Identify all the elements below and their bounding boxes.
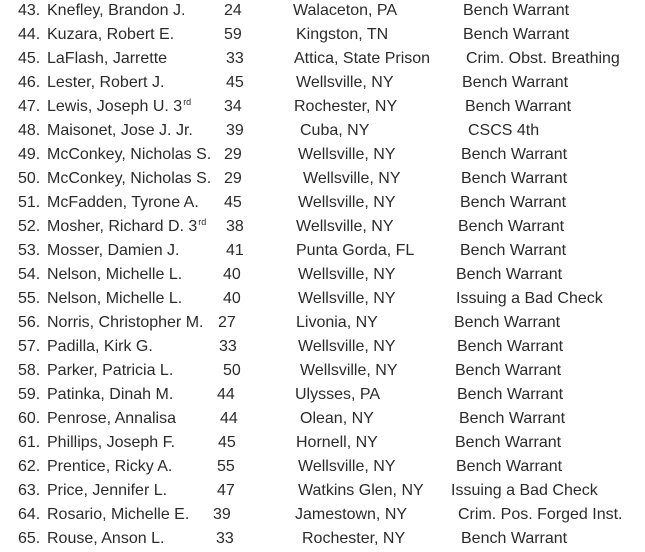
record-age: 40 [223, 266, 241, 283]
record-name [47, 72, 164, 94]
record-charge: Bench Warrant [455, 362, 562, 379]
record-charge: Bench Warrant [461, 170, 568, 187]
record-name [47, 384, 173, 406]
record-name-text: Kuzara, Robert E. [47, 26, 175, 43]
record-location: Wellsville, NY [298, 458, 396, 475]
record-charge: CSCS 4th [468, 122, 540, 139]
record-age: 38 [226, 218, 244, 235]
record-number: 49. [18, 146, 41, 163]
record-name-text: Penrose, Annalisa [47, 410, 176, 427]
record-number: 47. [18, 98, 41, 115]
record-name [47, 360, 173, 382]
record-number: 43. [18, 2, 41, 19]
record-charge: Bench Warrant [459, 410, 566, 427]
record-number: 64. [18, 506, 41, 523]
record-name [47, 336, 153, 358]
record-location: Olean, NY [300, 410, 374, 427]
record-location: Livonia, NY [296, 314, 378, 331]
record-row [0, 24, 645, 48]
record-age: 55 [217, 458, 235, 475]
record-location: Wellsville, NY [298, 194, 396, 211]
record-charge: Bench Warrant [460, 194, 567, 211]
record-number: 55. [18, 290, 41, 307]
record-number: 63. [18, 482, 41, 499]
record-number: 51. [18, 194, 41, 211]
record-age: 50 [223, 362, 241, 379]
record-name [47, 264, 182, 286]
record-location: Wellsville, NY [298, 146, 396, 163]
record-location: Wellsville, NY [298, 338, 396, 355]
record-name [47, 240, 179, 262]
record-name-text: LaFlash, Jarrette [47, 50, 168, 67]
record-row [0, 240, 645, 264]
record-charge: Bench Warrant [454, 314, 561, 331]
record-number: 61. [18, 434, 41, 451]
record-age: 45 [226, 74, 244, 91]
record-name [47, 168, 211, 190]
record-charge: Crim. Pos. Forged Inst. [458, 506, 623, 523]
record-row [0, 96, 645, 120]
record-name-text: Prentice, Ricky A. [47, 458, 173, 475]
record-row [0, 288, 645, 312]
record-name-text: Padilla, Kirk G. [47, 338, 153, 355]
record-number: 46. [18, 74, 41, 91]
record-location: Wellsville, NY [296, 218, 394, 235]
record-number: 53. [18, 242, 41, 259]
record-location: Wellsville, NY [298, 290, 396, 307]
record-number: 60. [18, 410, 41, 427]
record-name [47, 48, 167, 70]
record-name-text: Lewis, Joseph U. 3 [47, 98, 183, 115]
record-row [0, 120, 645, 144]
record-number: 52. [18, 218, 41, 235]
record-location: Rochester, NY [302, 530, 406, 547]
record-name-text: Maisonet, Jose J. Jr. [47, 122, 193, 139]
record-number: 62. [18, 458, 41, 475]
record-charge: Bench Warrant [460, 242, 567, 259]
record-age: 39 [213, 506, 231, 523]
record-row [0, 528, 645, 552]
record-name-text: Phillips, Joseph F. [47, 434, 176, 451]
record-location: Rochester, NY [294, 98, 398, 115]
record-number: 45. [18, 50, 41, 67]
record-row [0, 432, 645, 456]
record-name-text: Lester, Robert J. [47, 74, 165, 91]
record-location: Wellsville, NY [300, 362, 398, 379]
record-row [0, 480, 645, 504]
record-name [47, 528, 164, 550]
record-location: Attica, State Prison [294, 50, 431, 67]
record-location: Watkins Glen, NY [298, 482, 424, 499]
record-number: 57. [18, 338, 41, 355]
record-location: Kingston, TN [296, 26, 389, 43]
record-name [47, 432, 175, 454]
record-location: Jamestown, NY [295, 506, 408, 523]
record-name-text: Knefley, Brandon J. [47, 2, 186, 19]
record-number: 59. [18, 386, 41, 403]
record-name [47, 456, 172, 478]
record-name-text: Patinka, Dinah M. [47, 386, 174, 403]
record-age: 44 [217, 386, 235, 403]
record-age: 47 [217, 482, 235, 499]
record-name [47, 120, 193, 142]
record-number: 58. [18, 362, 41, 379]
record-charge: Bench Warrant [463, 26, 570, 43]
record-charge: Issuing a Bad Check [451, 482, 598, 499]
record-row [0, 0, 645, 24]
record-age: 33 [216, 530, 234, 547]
record-charge: Bench Warrant [462, 74, 569, 91]
record-age: 45 [224, 194, 242, 211]
record-name-text: Nelson, Michelle L. [47, 266, 183, 283]
record-name-text: Parker, Patricia L. [47, 362, 174, 379]
record-charge: Bench Warrant [457, 386, 564, 403]
record-charge: Bench Warrant [456, 266, 563, 283]
record-age: 41 [226, 242, 244, 259]
record-name [47, 288, 182, 310]
record-row [0, 456, 645, 480]
record-name-text: Norris, Christopher M. [47, 314, 204, 331]
record-number: 44. [18, 26, 41, 43]
record-age: 39 [226, 122, 244, 139]
record-name-text: Mosher, Richard D. 3 [47, 218, 198, 235]
record-charge: Bench Warrant [461, 530, 568, 547]
record-charge: Bench Warrant [465, 98, 572, 115]
record-row [0, 360, 645, 384]
record-location: Hornell, NY [296, 434, 378, 451]
record-row [0, 144, 645, 168]
record-row [0, 264, 645, 288]
record-age: 33 [226, 50, 244, 67]
record-age: 40 [223, 290, 241, 307]
record-age: 45 [218, 434, 236, 451]
record-charge: Bench Warrant [455, 434, 562, 451]
record-charge: Bench Warrant [457, 338, 564, 355]
record-charge: Bench Warrant [456, 458, 563, 475]
record-location: Cuba, NY [300, 122, 370, 139]
record-name [47, 408, 176, 430]
record-name [47, 0, 185, 22]
record-row [0, 72, 645, 96]
record-name [47, 312, 203, 334]
record-name [47, 504, 189, 526]
record-name [47, 96, 191, 118]
record-location: Wellsville, NY [303, 170, 401, 187]
record-name [47, 192, 199, 214]
record-row [0, 48, 645, 72]
record-name-text: Rouse, Anson L. [47, 530, 165, 547]
record-name-text: Mosser, Damien J. [47, 242, 180, 259]
record-charge: Bench Warrant [458, 218, 565, 235]
record-row [0, 192, 645, 216]
record-row [0, 168, 645, 192]
record-name [47, 144, 211, 166]
record-name-text: Price, Jennifer L. [47, 482, 168, 499]
record-age: 29 [224, 146, 242, 163]
record-charge: Issuing a Bad Check [456, 290, 603, 307]
record-name [47, 480, 167, 502]
record-age: 24 [224, 2, 242, 19]
record-row [0, 216, 645, 240]
record-age: 34 [224, 98, 242, 115]
record-age: 33 [219, 338, 237, 355]
record-row [0, 312, 645, 336]
record-age: 44 [220, 410, 238, 427]
record-row [0, 504, 645, 528]
record-row [0, 408, 645, 432]
record-number: 65. [18, 530, 41, 547]
record-location: Ulysses, PA [295, 386, 381, 403]
record-age: 29 [224, 170, 242, 187]
record-name-text: McConkey, Nicholas S. [47, 170, 212, 187]
record-charge: Bench Warrant [461, 146, 568, 163]
name-suffix-superscript: rd [183, 97, 192, 107]
record-age: 27 [218, 314, 236, 331]
record-number: 48. [18, 122, 41, 139]
record-charge: Bench Warrant [463, 2, 570, 19]
record-number: 56. [18, 314, 41, 331]
record-number: 54. [18, 266, 41, 283]
record-row [0, 384, 645, 408]
record-name-text: McConkey, Nicholas S. [47, 146, 212, 163]
record-location: Walaceton, PA [293, 2, 398, 19]
record-number: 50. [18, 170, 41, 187]
name-suffix-superscript: rd [198, 217, 207, 227]
record-name [47, 24, 174, 46]
record-location: Punta Gorda, FL [296, 242, 415, 259]
record-location: Wellsville, NY [296, 74, 394, 91]
record-name-text: Rosario, Michelle E. [47, 506, 190, 523]
record-name [47, 216, 206, 238]
record-charge: Crim. Obst. Breathing [466, 50, 620, 67]
record-age: 59 [224, 26, 242, 43]
record-row [0, 336, 645, 360]
record-name-text: McFadden, Tyrone A. [47, 194, 199, 211]
record-location: Wellsville, NY [298, 266, 396, 283]
record-name-text: Nelson, Michelle L. [47, 290, 183, 307]
